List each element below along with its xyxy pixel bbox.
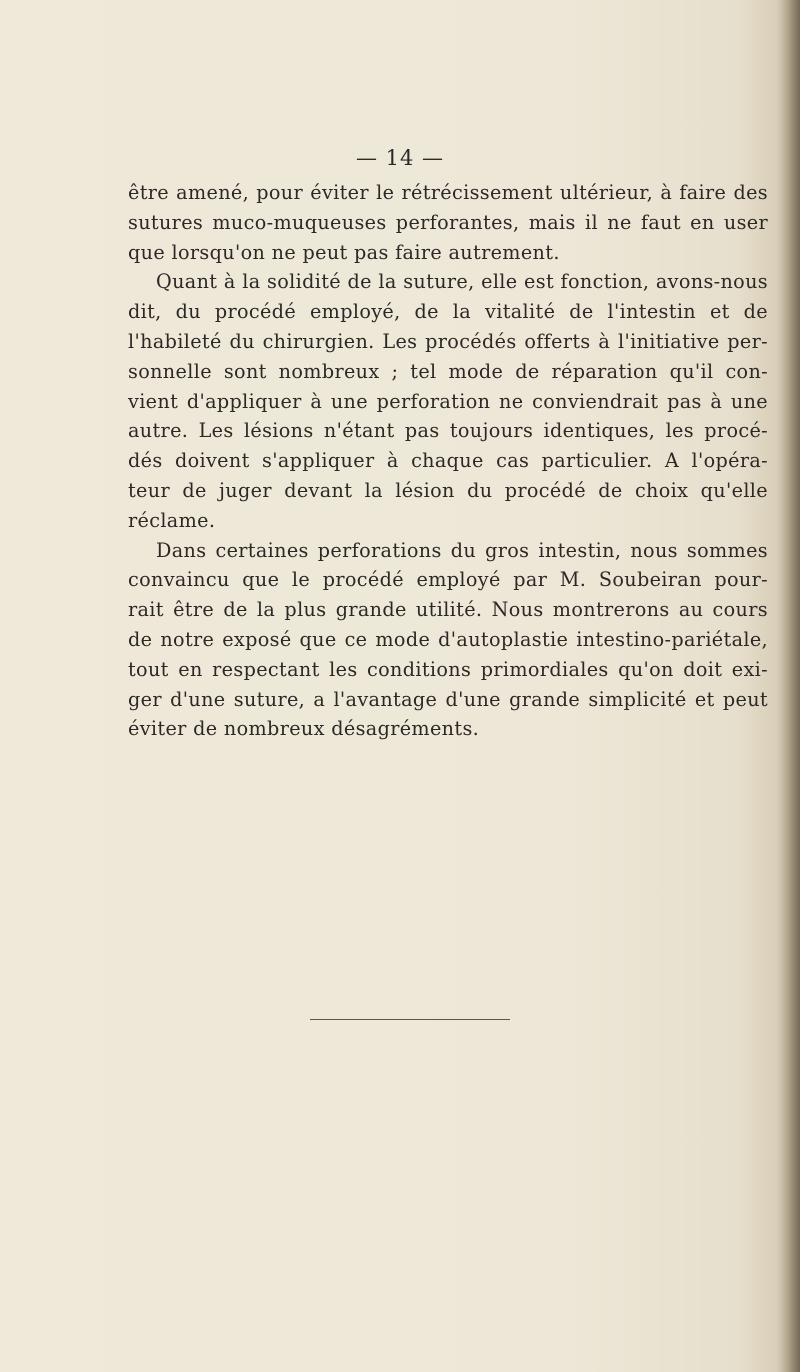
text-line: tout en respectant les conditions primordiales qu'on doit exi- — [128, 657, 768, 681]
page-number: — 14 — — [355, 146, 445, 170]
text-line: sonnelle sont nombreux ; tel mode de réparation qu'il con- — [128, 359, 768, 383]
text-line: dés doivent s'appliquer à chaque cas particulier. A l'opéra- — [128, 449, 768, 473]
text-line: de notre exposé que ce mode d'autoplastie intestino-pariétale, — [128, 627, 768, 651]
text-line: sutures muco-muqueuses perforantes, mais il ne faut en user — [128, 210, 768, 234]
text-line: rait être de la plus grande utilité. Nous montrerons au cours — [128, 598, 768, 622]
text-line: Dans certaines perforations du gros intestin, nous sommes — [156, 538, 768, 562]
text-line: que lorsqu'on ne peut pas faire autrement. — [128, 240, 560, 264]
paragraph-2 — [128, 267, 768, 535]
text-line: teur de juger devant la lésion du procédé de choix qu'elle — [128, 478, 768, 502]
text-line: l'habileté du chirurgien. Les procédés offerts à l'initiative per- — [128, 329, 768, 353]
page-edge-shadow — [778, 0, 800, 1372]
paragraph-3 — [128, 536, 768, 745]
text-line: Quant à la solidité de la suture, elle est fonction, avons-nous — [156, 270, 768, 294]
text-line: vient d'appliquer à une perforation ne conviendrait pas à une — [128, 389, 768, 413]
body-text — [128, 178, 768, 744]
text-line: autre. Les lésions n'étant pas toujours identiques, les procé- — [128, 419, 768, 443]
text-line: ger d'une suture, a l'avantage d'une grande simplicité et peut — [128, 687, 768, 711]
text-line: réclame. — [128, 508, 216, 532]
text-line: être amené, pour éviter le rétrécissement ultérieur, à faire des — [128, 181, 768, 204]
text-line: éviter de nombreux désagréments. — [128, 717, 480, 741]
paragraph-1 — [128, 178, 768, 267]
section-divider-rule — [310, 1019, 510, 1020]
text-line: convaincu que le procédé employé par M. Soubeiran pour- — [128, 568, 768, 592]
text-line: dit, du procédé employé, de la vitalité de l'intestin et de — [128, 300, 768, 324]
